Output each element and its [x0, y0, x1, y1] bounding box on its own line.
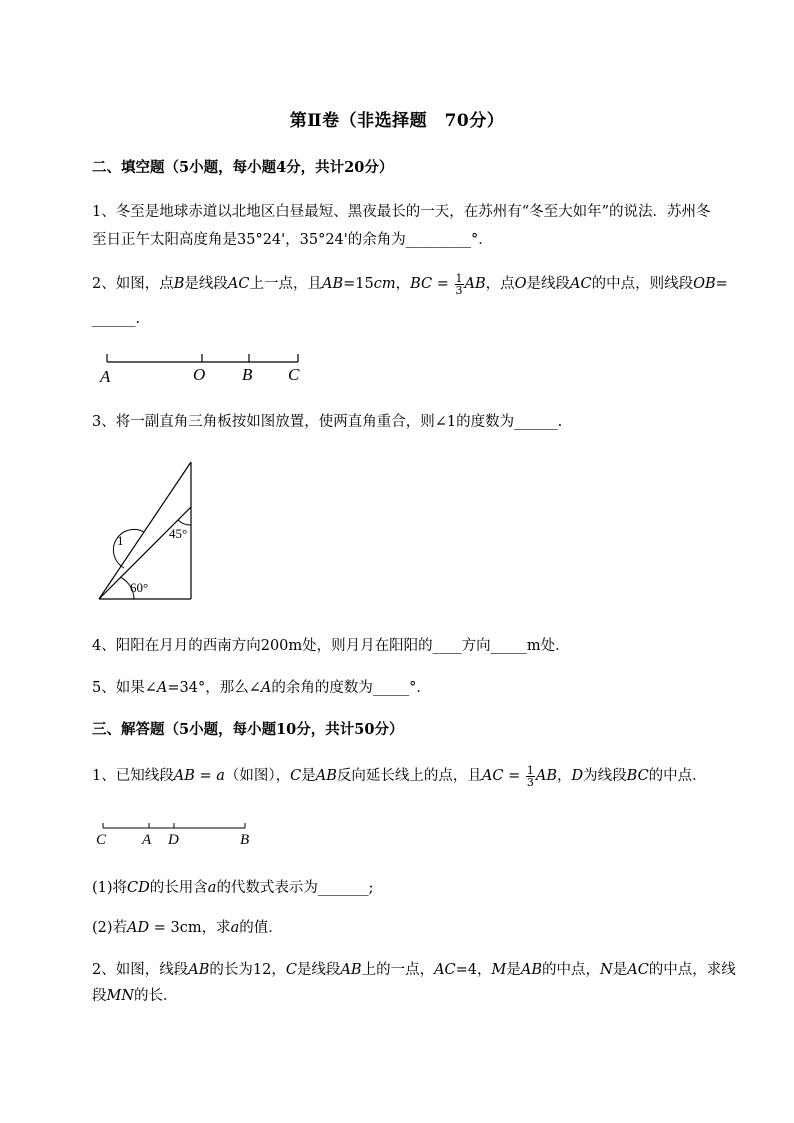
- question-2-3: 3、将一副直角三角板按如图放置，使两直角重合，则∠1的度数为______.: [92, 414, 563, 430]
- angle-45-label: 45°: [169, 526, 188, 541]
- question-3-1-part2: (2)若AD = 3cm，求a的值．: [92, 920, 283, 936]
- question-3-2-line2: 段MN的长．: [92, 988, 178, 1004]
- question-2-1-line2: 至日正午太阳高度角是35°24'，35°24'的余角为_________°．: [92, 232, 493, 248]
- question-3-1-line1: 1、已知线段AB = a（如图），C是AB反向延长线上的点，且AC = $\frac{1}{3}$ AB，D为线段BC的中点．: [92, 763, 707, 789]
- question-3-2-line1: 2、如图，线段AB的长为12，C是线段AB上的一点，AC=4，M是AB的中点，N是AC的中点，求线: [92, 962, 736, 978]
- question-2-2-line2: ______.: [92, 311, 141, 327]
- section-heading-answer: 三、解答题（5小题，每小题10分，共计50分）: [92, 721, 404, 738]
- angle-60-label: 60°: [130, 580, 149, 595]
- point-label-c: C: [288, 365, 300, 384]
- page-title: 第Ⅱ卷（非选择题 70分）: [289, 111, 505, 131]
- segment-figure-cadb: [92, 818, 262, 852]
- point-label-b: B: [240, 832, 250, 848]
- angle-1-label: 1: [117, 533, 124, 548]
- fraction-one-third: $\frac{1}{3}$: [526, 763, 534, 789]
- point-label-c: C: [96, 832, 107, 848]
- point-label-d: D: [168, 832, 179, 848]
- point-label-b: B: [242, 365, 253, 384]
- question-2-4: 4、阳阳在月月的西南方向200m处，则月月在阳阳的____方向_____m处．: [92, 638, 570, 654]
- segment-figure-aobc: [92, 348, 322, 388]
- point-label-a: A: [100, 367, 111, 386]
- question-2-1-line1: 1、冬至是地球赤道以北地区白昼最短、黑夜最长的一天，在苏州有“冬至大如年”的说法．苏州冬: [92, 204, 711, 220]
- set-square-figure: [92, 458, 202, 604]
- point-label-o: O: [193, 365, 206, 384]
- section-heading-fill-in: 二、填空题（5小题，每小题4分，共计20分）: [92, 159, 394, 176]
- point-label-a: A: [142, 832, 152, 848]
- question-3-1-part1: (1)将CD的长用含a的代数式表示为_______;: [92, 880, 374, 896]
- question-2-2-line1: 2、如图，点B是线段AC上一点，且AB=15cm，BC = $\frac{1}{3}$ AB，点O是线段AC的中点，则线段OB=: [92, 271, 728, 297]
- fraction-one-third: $\frac{1}{3}$: [455, 271, 463, 297]
- question-2-5: 5、如果∠A=34°，那么∠A的余角的度数为_____°．: [92, 680, 431, 696]
